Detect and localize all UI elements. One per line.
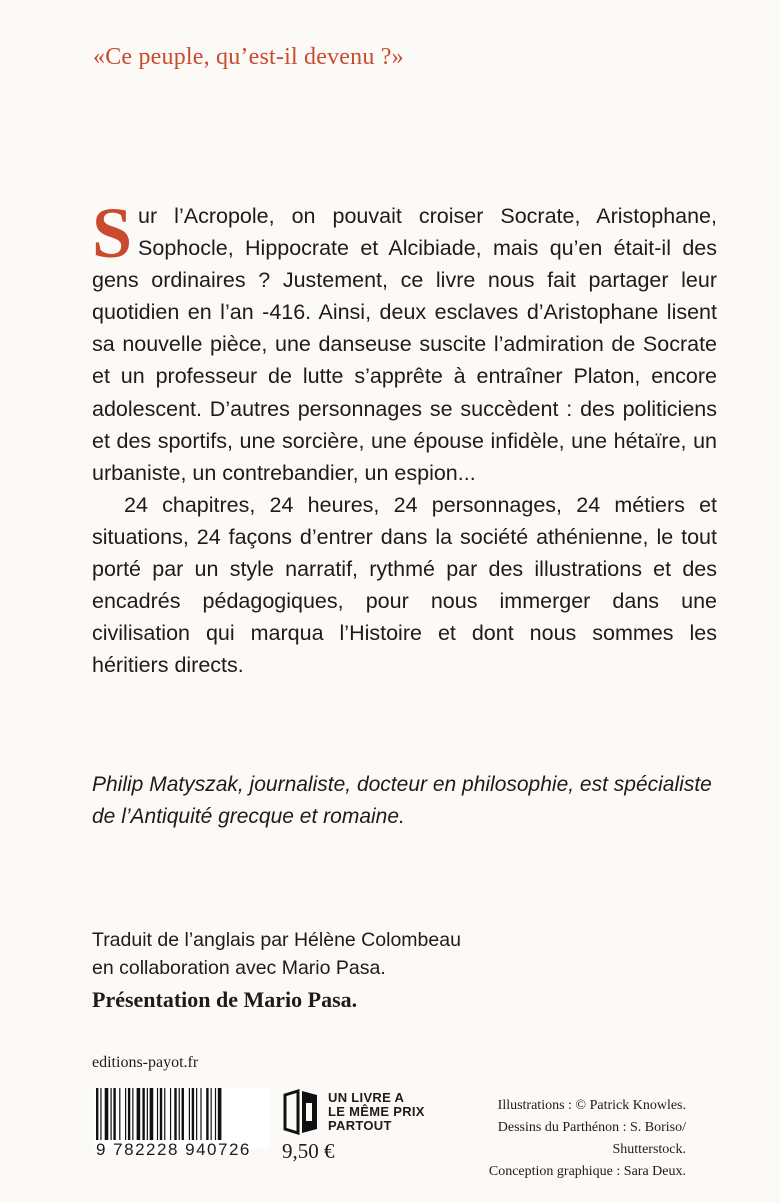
cover-quote: «Ce peuple, qu’est-il devenu ?» [93, 44, 404, 70]
translation-credit [92, 926, 712, 982]
author-bio: Philip Matyszak, journaliste, docteur en philosophie, est spécialiste de l’Antiquité grecque et romaine. [92, 773, 712, 828]
image-credits [489, 1095, 686, 1183]
credit-line-3: Shutterstock. [612, 1142, 686, 1157]
blurb-paragraph-1 [92, 193, 717, 489]
credit-line-1: Illustrations : © Patrick Knowles. [497, 1098, 686, 1113]
price-label-line-1: UN LIVRE A [328, 1090, 405, 1105]
blurb-paragraph-2: 24 chapitres, 24 heures, 24 personnages, 24 métiers et situations, 24 façons d’entrer dans la société athénienne, le tout porté par un style narratif, rythmé par des illustrations et des encadrés pédagogiques, pour nous immerger dans une civilisation qui marqua l’Histoire et dont nous sommes les héritiers directs. [92, 492, 717, 678]
presentation-credit: Présentation de Mario Pasa. [92, 987, 358, 1012]
price-label-line-2: LE MÊME PRIX [328, 1104, 425, 1119]
credit-line-2: Dessins du Parthénon : S. Boriso/ [497, 1120, 686, 1135]
drop-cap: S [92, 193, 133, 273]
book-blurb [92, 193, 717, 681]
barcode [94, 1088, 270, 1148]
book-price: 9,50 € [282, 1139, 335, 1163]
price-label [328, 1091, 425, 1133]
blurb-paragraph-1-text: ur l’Acropole, on pouvait croiser Socrate, Aristophane, Sophocle, Hippocrate et Alcibiade, mais qu’en était-il des gens ordinaires ? Justement, ce livre nous fait partager leur quotidien en l’an -416. Ainsi, deux esclaves d’Aristophane lisent sa nouvelle pièce, une danseuse suscite l’admiration de Socrate et un professeur de lutte s’apprête à entraîner Platon, encore adolescent. D’autres personnages se succèdent : des politiciens et des sportifs, une sorcière, une épouse infidèle, une hétaïre, un urbaniste, un contrebandier, un espion... [92, 204, 717, 485]
translation-line-2: en collaboration avec Mario Pasa. [92, 957, 386, 979]
credit-line-4: Conception graphique : Sara Deux. [488, 1164, 686, 1179]
publisher-website: editions-payot.fr [92, 1054, 199, 1071]
barcode-digits: 9 782228 940726 [96, 1140, 251, 1159]
book-logo-icon [282, 1089, 320, 1135]
price-label-line-3: PARTOUT [328, 1118, 392, 1133]
translation-line-1: Traduit de l’anglais par Hélène Colombeau [92, 929, 461, 951]
